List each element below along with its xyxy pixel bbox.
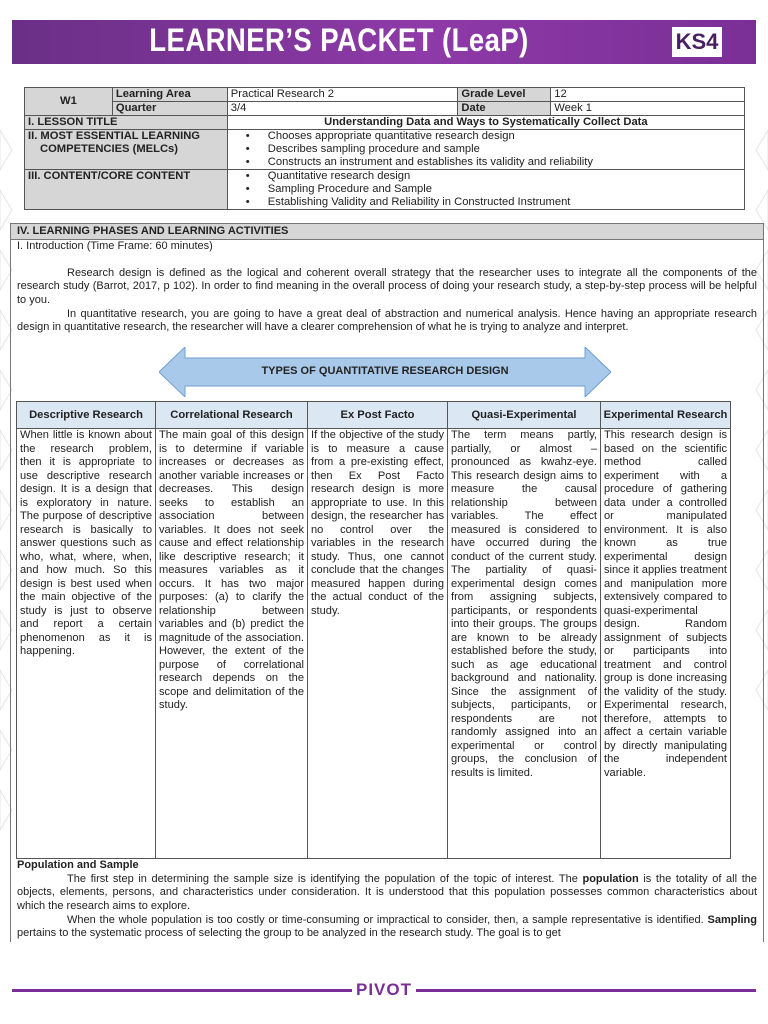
header-ex-post-facto: Ex Post Facto: [308, 402, 448, 429]
pop-text-a: The first step in determining the sample size is identifying the population of the topic of interest. The: [67, 873, 583, 885]
intro-paragraph-1: Research design is defined as the logical and coherent overall strategy that the researcher uses to integrate all the components of the research study (Barrot, 2017, p 102). In order to find meaning in the overall process of doing your research study, a step-by-step process will be helpful to you.: [17, 267, 757, 306]
grade-level-value: 12: [551, 88, 745, 102]
learning-area-value: Practical Research 2: [227, 88, 458, 102]
melc-item: • Describes sampling procedure and sample: [268, 143, 741, 156]
header-descriptive: Descriptive Research: [17, 402, 156, 429]
population-heading: Population and Sample: [17, 859, 139, 871]
learning-area-label: Learning Area: [112, 88, 227, 102]
pop-term-population: population: [582, 873, 639, 885]
quasi-experimental-description: The term means partly, partially, or almost – pronounced as kwahz-eye. This research design aims to measure the causal relationship between variables. The effect measured is considered to have occurred during the conduct of the current study. The partiality of quasi-experimental design comes from assigning subjects, participants, or respondents into their groups. The groups are known to be already established before the study, such as age educational background and nationality. Since the assignment of subjects, participants, or respondents are not randomly assigned into an experimental or control groups, the conclusion of results is limited.: [448, 429, 601, 859]
samp-text-a: When the whole population is too costly or time-consuming or impractical to consider, then, a sample representative is identified.: [67, 914, 708, 926]
learning-phases-section: [10, 223, 764, 942]
week-cell: W1: [25, 88, 113, 116]
melc-item: • Chooses appropriate quantitative research design: [268, 130, 741, 143]
date-label: Date: [458, 102, 551, 116]
date-value: Week 1: [551, 102, 745, 116]
samp-term-sampling: Sampling: [707, 914, 757, 926]
content-label: III. CONTENT/CORE CONTENT: [25, 170, 228, 210]
melcs-list: [227, 130, 744, 170]
content-list: [227, 170, 744, 210]
header-banner: [12, 20, 756, 64]
lesson-title-value: Understanding Data and Ways to Systematically Collect Data: [227, 116, 744, 130]
melcs-label-line1: II. MOST ESSENTIAL LEARNING: [28, 130, 200, 142]
quarter-value: 3/4: [227, 102, 458, 116]
ex-post-facto-description: If the objective of the study is to measure a cause from a pre-existing effect, then Ex Post Facto research design is more appropriate to use. In this design, the researcher has no control over the variables in the research study. Thus, one cannot conclude that the changes measured happen during the actual conduct of the study.: [308, 429, 448, 859]
grade-level-label: Grade Level: [458, 88, 551, 102]
melcs-label-line2: COMPETENCIES (MELCs): [40, 143, 178, 155]
pivot-logo: PIVOT: [352, 978, 416, 1002]
experimental-description: This research design is based on the scientific method called experiment with a procedure of gathering data under a controlled or manipulated environment. It is also known as true experimental design since it applies treatment and manipulation more extensively compared to quasi-experimental design. Random assignment of subjects or participants into treatment and control group is done increasing the validity of the study. Experimental research, therefore, attempts to affect a certain variable by directly manipulating the independent variable.: [601, 429, 731, 859]
header-quasi-experimental: Quasi-Experimental: [448, 402, 601, 429]
content-item: • Quantitative research design: [268, 170, 741, 183]
header-correlational: Correlational Research: [156, 402, 308, 429]
header-experimental: Experimental Research: [601, 402, 731, 429]
quarter-label: Quarter: [112, 102, 227, 116]
pop-text-b: is the totality of all the objects, elements, persons, and characteristics under consideration. It is understood that this population possesses common characteristics about which the research aims to explore.: [17, 873, 757, 912]
sampling-paragraph: [17, 914, 757, 941]
population-paragraph: [17, 873, 757, 913]
arrow-label: TYPES OF QUANTITATIVE RESEARCH DESIGN: [261, 365, 509, 377]
research-design-table: [16, 401, 731, 859]
melcs-label: [25, 130, 228, 170]
content-item: • Establishing Validity and Reliability in Constructed Instrument: [268, 196, 741, 209]
intro-paragraph-2: In quantitative research, you are going to have a great deal of abstraction and numerical analysis. Hence having an appropriate research design in quantitative research, the researcher will have a clearer comprehension of what he is trying to analyze and interpret.: [17, 308, 757, 334]
lesson-title-label: I. LESSON TITLE: [25, 116, 228, 130]
melc-item: • Constructs an instrument and establishes its validity and reliability: [268, 156, 741, 169]
descriptive-description: When little is known about the research problem, then it is appropriate to use descriptive research design. It is a design that is exploratory in nature. The purpose of descriptive research is basically to answer questions such as who, what, where, when, and how much. So this design is best used when the main objective of the study is just to observe and report a certain phenomenon as it is happening.: [17, 429, 156, 859]
lesson-info-table: [24, 87, 745, 210]
packet-title: LEARNER’S PACKET (LeaP): [149, 22, 529, 58]
correlational-description: The main goal of this design is to determine if variable increases or decreases as another variable increases or decreases. This design seeks to establish an association between variables. It does not seek cause and effect relationship like descriptive research; it measures variables as it occurs. It has two major purposes: (a) to clarify the relationship between variables and (b) predict the magnitude of the association. However, the extent of the purpose of correlational research depends on the scope and delimitation of the study.: [156, 429, 308, 859]
introduction-label: I. Introduction (Time Frame: 60 minutes): [17, 240, 213, 252]
samp-text-b: pertains to the systematic process of selecting the group to be analyzed in the research study. The goal is to get: [17, 927, 561, 940]
section-heading: IV. LEARNING PHASES AND LEARNING ACTIVITIES: [11, 224, 763, 240]
ks-badge: KS4: [672, 27, 722, 57]
content-item: • Sampling Procedure and Sample: [268, 183, 741, 196]
